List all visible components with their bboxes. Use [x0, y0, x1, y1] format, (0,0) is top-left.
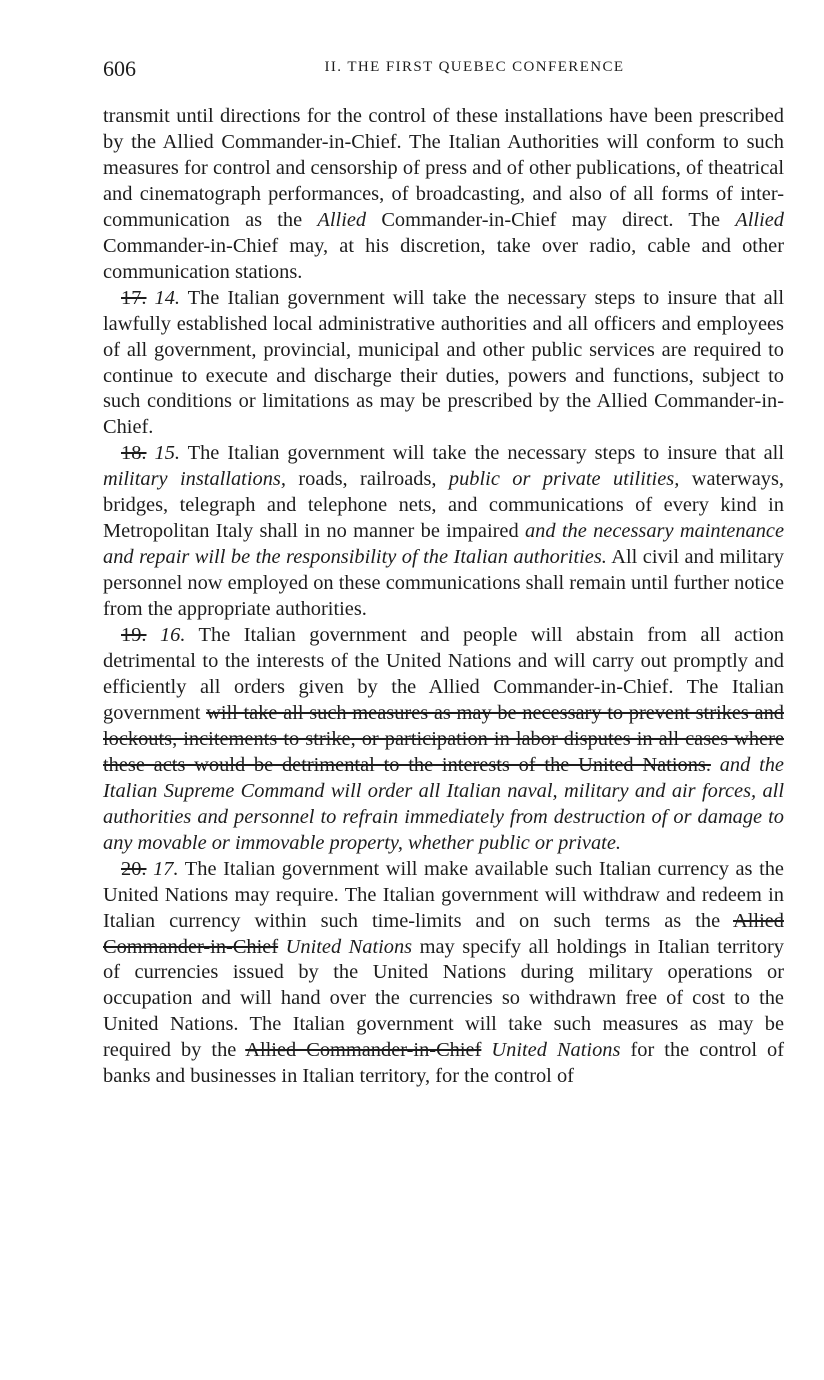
struck-paragraph-number: 20. [121, 857, 147, 880]
page-number: 606 [103, 56, 136, 81]
struck-text: Allied Commander-in-Chief [103, 909, 784, 958]
struck-paragraph-number: 18. [121, 442, 147, 465]
paragraph-16: 19. 16. The Italian government and people will abstain from all action detrimental to the interests of the United Nations and will carry out promptly and efficiently all orders given by the Allied Commander-in-Chief. The Italian government will take all such measures as may be necessary to prevent strikes and lockouts, incitements to strike, or participation in labor disputes in all cases where these acts would be detrimental to the interests of the United Nations. and the Italian Supreme Command will order all Italian naval, military and air forces, all authorities and personnel to refrain immediately from destruction of or damage to any movable or immovable property, whether public or private. [103, 624, 784, 854]
struck-paragraph-number: 17. [121, 286, 147, 309]
struck-text: will take all such measures as may be necessary to prevent strikes and lockouts, incitements to strike, or participation in labor disputes in all cases where these acts would be detrimental to the interests of the United Nations. [103, 701, 784, 776]
paragraph-continued: transmit until directions for the control of these installations have been prescribed by the Allied Commander-in-Chief. The Italian Authorities will conform to such measures for control and censorship of press and of other publications, of theatrical and cinematograph performances, of broadcasting, and also of all forms of inter-communication as the Allied Commander-in-Chief may direct. The Allied Commander-in-Chief may, at his discretion, take over radio, cable and other communication stations. [103, 105, 784, 283]
body-text [103, 104, 784, 1090]
struck-text: Allied Commander-in-Chief [245, 1039, 482, 1062]
paragraph-14: 17. 14. The Italian government will take the necessary steps to insure that all lawfully established local administrative authorities and all officers and employees of all government, provincial, municipal and other public services are required to continue to execute and discharge their duties, powers and functions, subject to such conditions or limitations as may be prescribed by the Allied Commander-in-Chief. [103, 286, 784, 439]
inserted-text: United Nations [491, 1039, 621, 1062]
inserted-text: and the Italian Supreme Command will order all Italian naval, military and air forces, all authorities and personnel to refrain immediately from destruction of or damage to any movable or immovable property, whether public or private. [103, 753, 784, 854]
inserted-text: public or private utilities, [448, 468, 680, 491]
inserted-text: and the necessary maintenance and repair will be the responsibility of the Italian authorities. [103, 520, 785, 569]
paragraph-17: 20. 17. The Italian government will make available such Italian currency as the United Nations may require. The Italian government will withdraw and redeem in Italian currency within such time-limits and on such terms as the Allied Commander-in-Chief United Nations may specify all holdings in Italian territory of currencies issued by the United Nations during military operations or occupation and will hand over the currencies so withdrawn free of cost to the United Nations. The Italian government will take such measures as may be required by the Allied Commander-in-Chief United Nations for the control of banks and businesses in Italian territory, for the control of [103, 857, 785, 1088]
paragraph-number: 17. [153, 857, 179, 880]
struck-paragraph-number: 19. [121, 624, 147, 647]
paragraph-number: 14. [154, 286, 180, 309]
paragraph-15: 18. 15. The Italian government will take the necessary steps to insure that all military installations, roads, railroads, public or private utilities, waterways, bridges, telegraph and telephone nets, and communications of every kind in Metropolitan Italy shall in no manner be impaired and the necessary maintenance and repair will be the responsibility of the Italian authorities. All civil and military personnel now employed on these communications shall remain until further notice from the appropriate authorities. [103, 442, 785, 621]
inserted-text: United Nations [285, 935, 413, 958]
running-head: II. THE FIRST QUEBEC CONFERENCE [324, 59, 625, 75]
inserted-text: military installations, [103, 468, 286, 491]
paragraph-number: 16. [159, 624, 186, 647]
page-header [103, 54, 784, 84]
paragraph-number: 15. [154, 442, 180, 465]
